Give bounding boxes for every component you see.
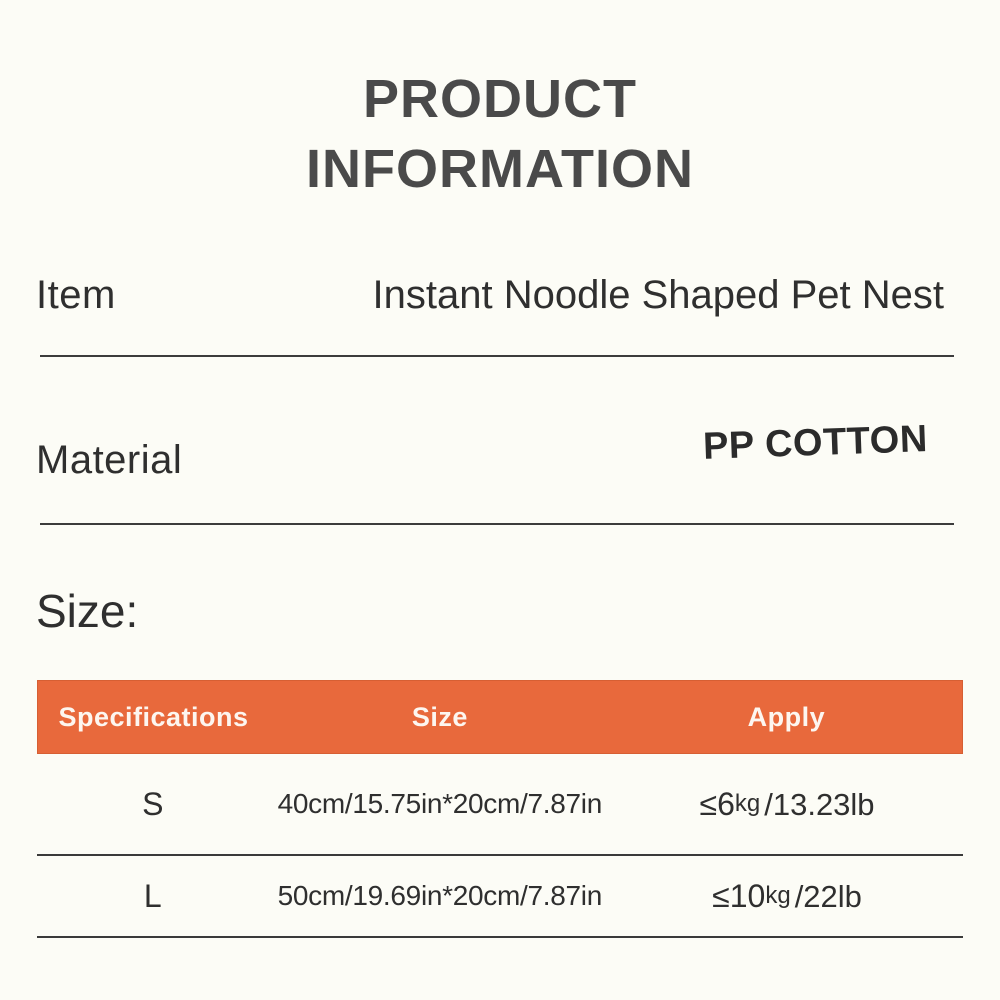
divider (40, 523, 954, 525)
page-title (0, 64, 1000, 204)
apply-alt: /13.23lb (764, 786, 875, 822)
size-cell: 40cm/15.75in*20cm/7.87in (277, 788, 602, 819)
material-label: Material (36, 438, 183, 482)
size-cell: 50cm/19.69in*20cm/7.87in (277, 880, 602, 911)
size-table (37, 680, 963, 938)
header-specifications: Specifications (58, 701, 249, 732)
item-label: Item (36, 273, 116, 317)
item-field (36, 273, 944, 318)
apply-value: ≤6 (699, 785, 735, 822)
material-value: PP COTTON (702, 418, 929, 468)
size-table-header (37, 680, 963, 754)
table-row-s (37, 754, 963, 856)
apply-cell (611, 786, 963, 823)
table-row-l (37, 856, 963, 938)
apply-unit: kg (765, 881, 791, 909)
header-size: Size (411, 701, 468, 732)
page-title-line1: PRODUCT (363, 69, 637, 129)
apply-value: ≤10 (712, 877, 766, 914)
apply-cell (611, 878, 963, 915)
apply-unit: kg (734, 789, 761, 817)
item-value: Instant Noodle Shaped Pet Nest (372, 273, 944, 317)
apply-alt: /22lb (794, 878, 862, 914)
page-title-line2: INFORMATION (306, 139, 694, 200)
size-heading: Size: (36, 585, 139, 637)
divider (40, 355, 954, 357)
spec-cell: L (143, 877, 162, 914)
header-apply: Apply (747, 701, 826, 732)
spec-cell: S (142, 785, 164, 822)
